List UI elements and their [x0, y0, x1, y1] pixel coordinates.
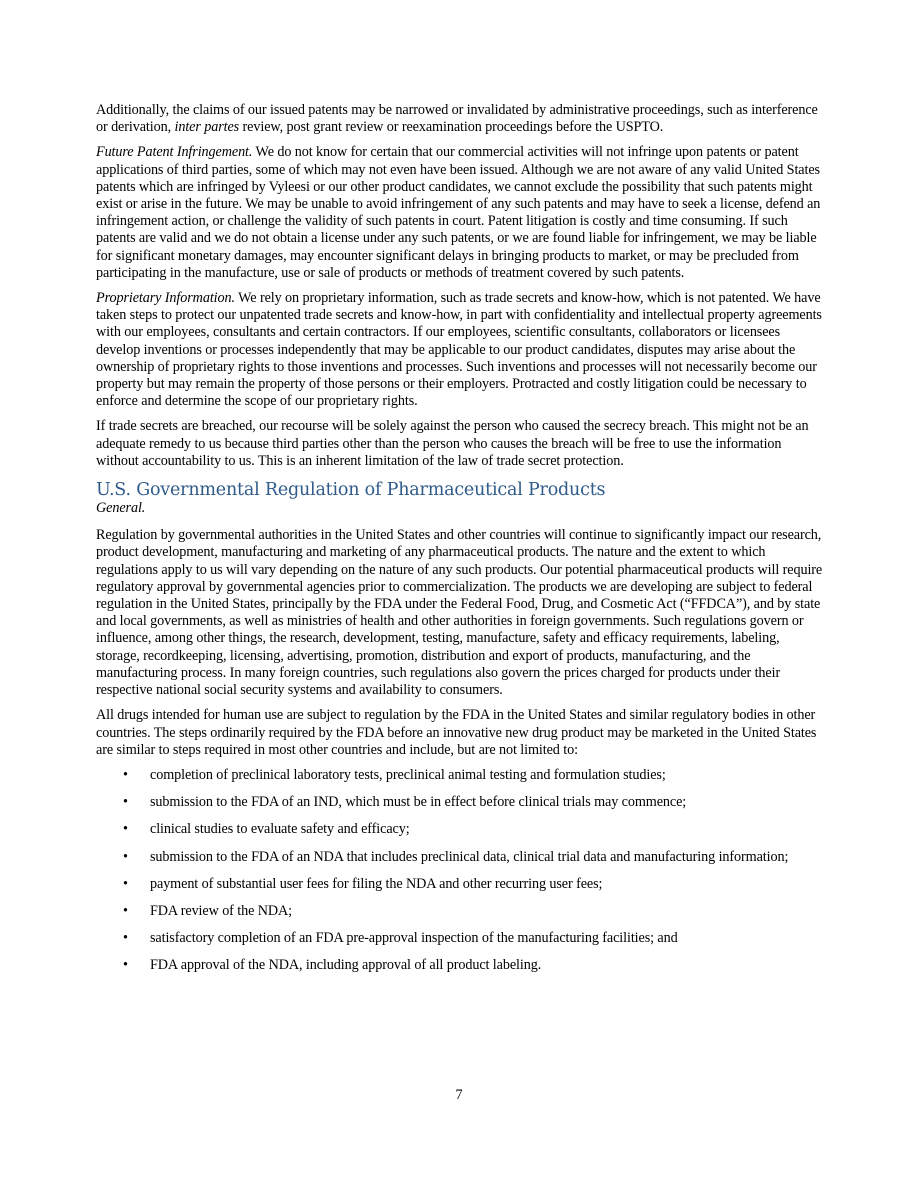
- paragraph-future-patent-infringement: Future Patent Infringement. We do not know for certain that our commercial activities will not infringe upon patents or patent applications of third parties, some of which may not even have been issued. Although we are not aware of any valid United States patents which are infringed by Vyleesi or our other product candidates, we cannot exclude the possibility that such patents might exist or arise in the future. We may be unable to avoid infringement of any such patents and may have to seek a license, defend an infringement action, or challenge the validity of such patents in court. Patent litigation is costly and time consuming. If such patents are valid and we do not obtain a license under any such patents, or we are found liable for infringement, we may be liable for significant monetary damages, may encounter significant delays in bringing products to market, or may be precluded from participating in the manufacture, use or sale of products or methods of treatment covered by such patents.: [96, 144, 821, 281]
- paragraph-regulation: Regulation by governmental authorities in the United States and other countries will continue to significantly impact our research, product development, manufacturing and marketing of any pharmaceutical products. The nature and the extent to which regulations apply to us will vary depending on the nature of any such products. Our potential pharmaceutical products will require regulatory approval by governmental agencies prior to commercialization. The products we are developing are subject to federal regulation in the United States, principally by the FDA under the Federal Food, Drug, and Cosmetic Act (“FFDCA”), and by state and local governments, as well as ministries of health and other authorities in foreign governments. Such regulations govern or influence, among other things, the research, development, testing, manufacture, safety and efficacy requirements, labeling, storage, recordkeeping, licensing, advertising, promotion, distribution and export of products, manufacturing, and the manufacturing process. In many foreign countries, such regulations also govern the prices charged for products under their respective national social security systems and availability to consumers.: [96, 527, 823, 699]
- section-subheading: General.: [96, 500, 146, 517]
- list-item: • satisfactory completion of an FDA pre-approval inspection of the manufacturing facilities; and: [123, 930, 678, 947]
- requirements-list: [96, 767, 824, 975]
- paragraph-lead: Future Patent Infringement.: [96, 144, 253, 161]
- paragraph-fda-steps: All drugs intended for human use are subject to regulation by the FDA in the United States and similar regulatory bodies in other countries. The steps ordinarily required by the FDA before an innovative new drug product may be marketed in the United States are similar to steps required in most other countries and include, but are not limited to:: [96, 707, 817, 758]
- bullet-icon: •: [123, 957, 128, 974]
- list-item: • submission to the FDA of an IND, which must be in effect before clinical trials may commence;: [123, 794, 687, 811]
- document-page: [96, 102, 824, 985]
- bullet-icon: •: [123, 821, 128, 838]
- paragraph-proprietary-information: Proprietary Information. We rely on proprietary information, such as trade secrets and know-how, which is not patented. We have taken steps to protect our unpatented trade secrets and know-how, in part with confidentiality and intellectual property agreements with our employees, consultants and certain contractors. If our employees, scientific consultants, collaborators or licensees develop inventions or processes independently that may be applicable to our product candidates, disputes may arise about the ownership of proprietary rights to those inventions and processes. Such inventions and processes will not necessarily become our property but may remain the property of those persons or their employers. Protracted and costly litigation could be necessary to enforce and determine the scope of our proprietary rights.: [96, 290, 822, 410]
- inter-partes-term: inter partes: [174, 119, 240, 136]
- paragraph-lead: Proprietary Information.: [96, 290, 235, 307]
- page-number: 7: [455, 1087, 463, 1103]
- list-item: • FDA approval of the NDA, including approval of all product labeling.: [123, 957, 542, 974]
- bullet-icon: •: [123, 875, 128, 892]
- bullet-icon: •: [123, 848, 128, 865]
- bullet-icon: •: [123, 766, 128, 783]
- list-item: • payment of substantial user fees for filing the NDA and other recurring user fees;: [123, 875, 603, 892]
- section-heading: U.S. Governmental Regulation of Pharmaceutical Products: [96, 480, 606, 501]
- list-item: • submission to the FDA of an NDA that includes preclinical data, clinical trial data and manufacturing information;: [123, 848, 789, 865]
- bullet-icon: •: [123, 902, 128, 919]
- bullet-icon: •: [123, 930, 128, 947]
- list-item: • FDA review of the NDA;: [123, 902, 293, 919]
- list-item: • completion of preclinical laboratory tests, preclinical animal testing and formulation studies;: [123, 766, 666, 783]
- bullet-icon: •: [123, 794, 128, 811]
- list-item: • clinical studies to evaluate safety and efficacy;: [123, 821, 410, 838]
- paragraph-patent-claims: Additionally, the claims of our issued patents may be narrowed or invalidated by administrative proceedings, such as interference or derivation, inter partes review, post grant review or reexamination proceedings before the USPTO.: [96, 102, 818, 136]
- paragraph-trade-secrets: If trade secrets are breached, our recourse will be solely against the person who caused the secrecy breach. This might not be an adequate remedy to us because third parties other than the person who causes the breach will be free to use the information without accountability to us. This is an inherent limitation of the law of trade secret protection.: [96, 418, 809, 469]
